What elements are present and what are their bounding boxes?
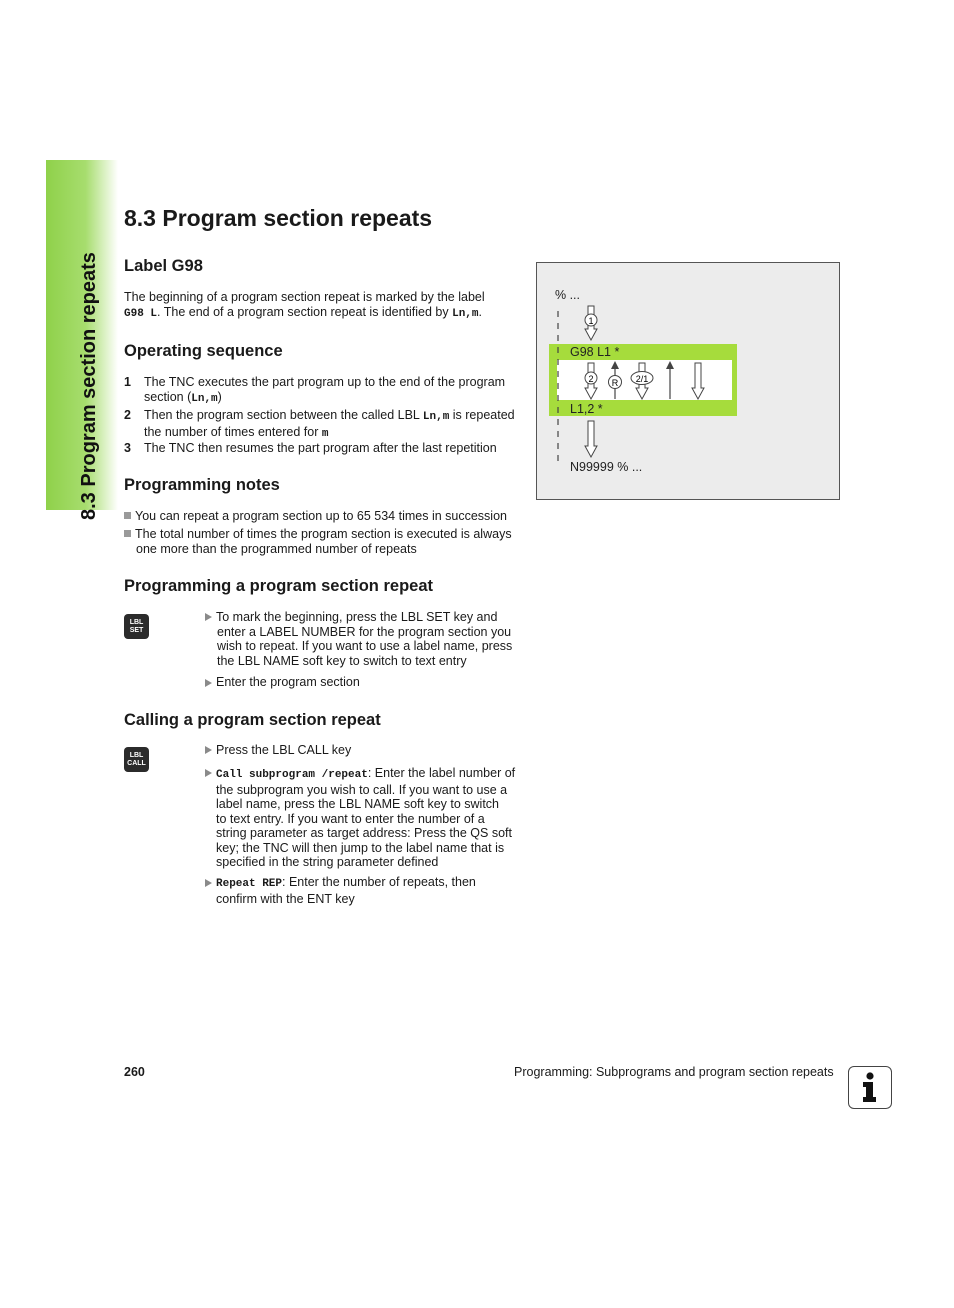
diagram-label-start: G98 L1 * [570,345,620,359]
arrow-bullet-icon [205,613,212,621]
calling-bullet-3: Repeat REP: Enter the number of repeats, then confirm with the ENT key [216,875,476,906]
heading-label-g98: Label G98 [124,257,203,275]
page-number: 260 [124,1065,145,1079]
label-g98-text: The beginning of a program section repeat is marked by the label G98 L. The end of a program section repeat is identified by Ln,m. [124,290,485,320]
down-arrow-icon [585,421,597,457]
step-3: The TNC then resumes the part program after the last repetition [144,441,497,455]
note-1: You can repeat a program section up to 65 534 times in succession [124,509,507,524]
lbl-set-key-icon: LBL SET [124,614,149,639]
heading-calling-repeat: Calling a program section repeat [124,711,381,729]
note-2-cont: one more than the programmed number of repeats [136,542,417,556]
circle-r-label: R [611,378,619,388]
diagram-end-label: N99999 % ... [570,460,643,474]
step-number: 3 [124,441,131,455]
step-2: Then the program section between the called LBL Ln,m is repeated the number of times entered for m [144,408,515,440]
program-flow-diagram [536,262,840,500]
arrow-bullet-icon [205,679,212,687]
calling-bullet-2: Call subprogram /repeat: Enter the label number of the subprogram you wish to call. If you want to use a label name, press the LBL NAME soft key to switch to text entry. If you want to enter the number of a string parameter as target address: Press the QS soft key; the TNC will then jump to the label name that is specified in the string parameter defined [216,766,516,869]
programming-bullet-2: Enter the program section [216,675,360,689]
side-tab-label: 8.3 Program section repeats [78,252,100,520]
lbl-call-key-icon: LBL CALL [124,747,149,772]
circle-2-label: 2 [588,374,594,384]
chapter-title: Programming: Subprograms and program section repeats [514,1065,834,1079]
programming-bullet-1: To mark the beginning, press the LBL SET key and enter a LABEL NUMBER for the program section you wish to repeat. If you want to use a label name, press the LBL NAME soft key to switch to text entry [216,610,513,668]
diagram-label-end: L1,2 * [570,402,603,416]
note-2: The total number of times the program section is executed is always [124,527,512,542]
diagram-graphic [537,263,839,499]
section-title: 8.3 Program section repeats [124,205,433,231]
calling-bullet-1: Press the LBL CALL key [216,743,352,757]
diagram-start-label: % ... [555,288,581,302]
info-glyph [849,1067,890,1107]
heading-programming-notes: Programming notes [124,476,280,494]
heading-operating-sequence: Operating sequence [124,342,283,360]
step-number: 1 [124,375,131,389]
circle-2-1-label: 2/1 [635,374,649,384]
circle-1-label: 1 [588,316,594,326]
arrow-bullet-icon [205,769,212,777]
info-icon [848,1066,892,1109]
step-1: The TNC executes the part program up to the end of the program section (Ln,m) [144,375,506,405]
square-bullet-icon [124,512,131,519]
step-number: 2 [124,408,131,422]
square-bullet-icon [124,530,131,537]
arrow-bullet-icon [205,879,212,887]
heading-programming-repeat: Programming a program section repeat [124,577,433,595]
arrow-bullet-icon [205,746,212,754]
